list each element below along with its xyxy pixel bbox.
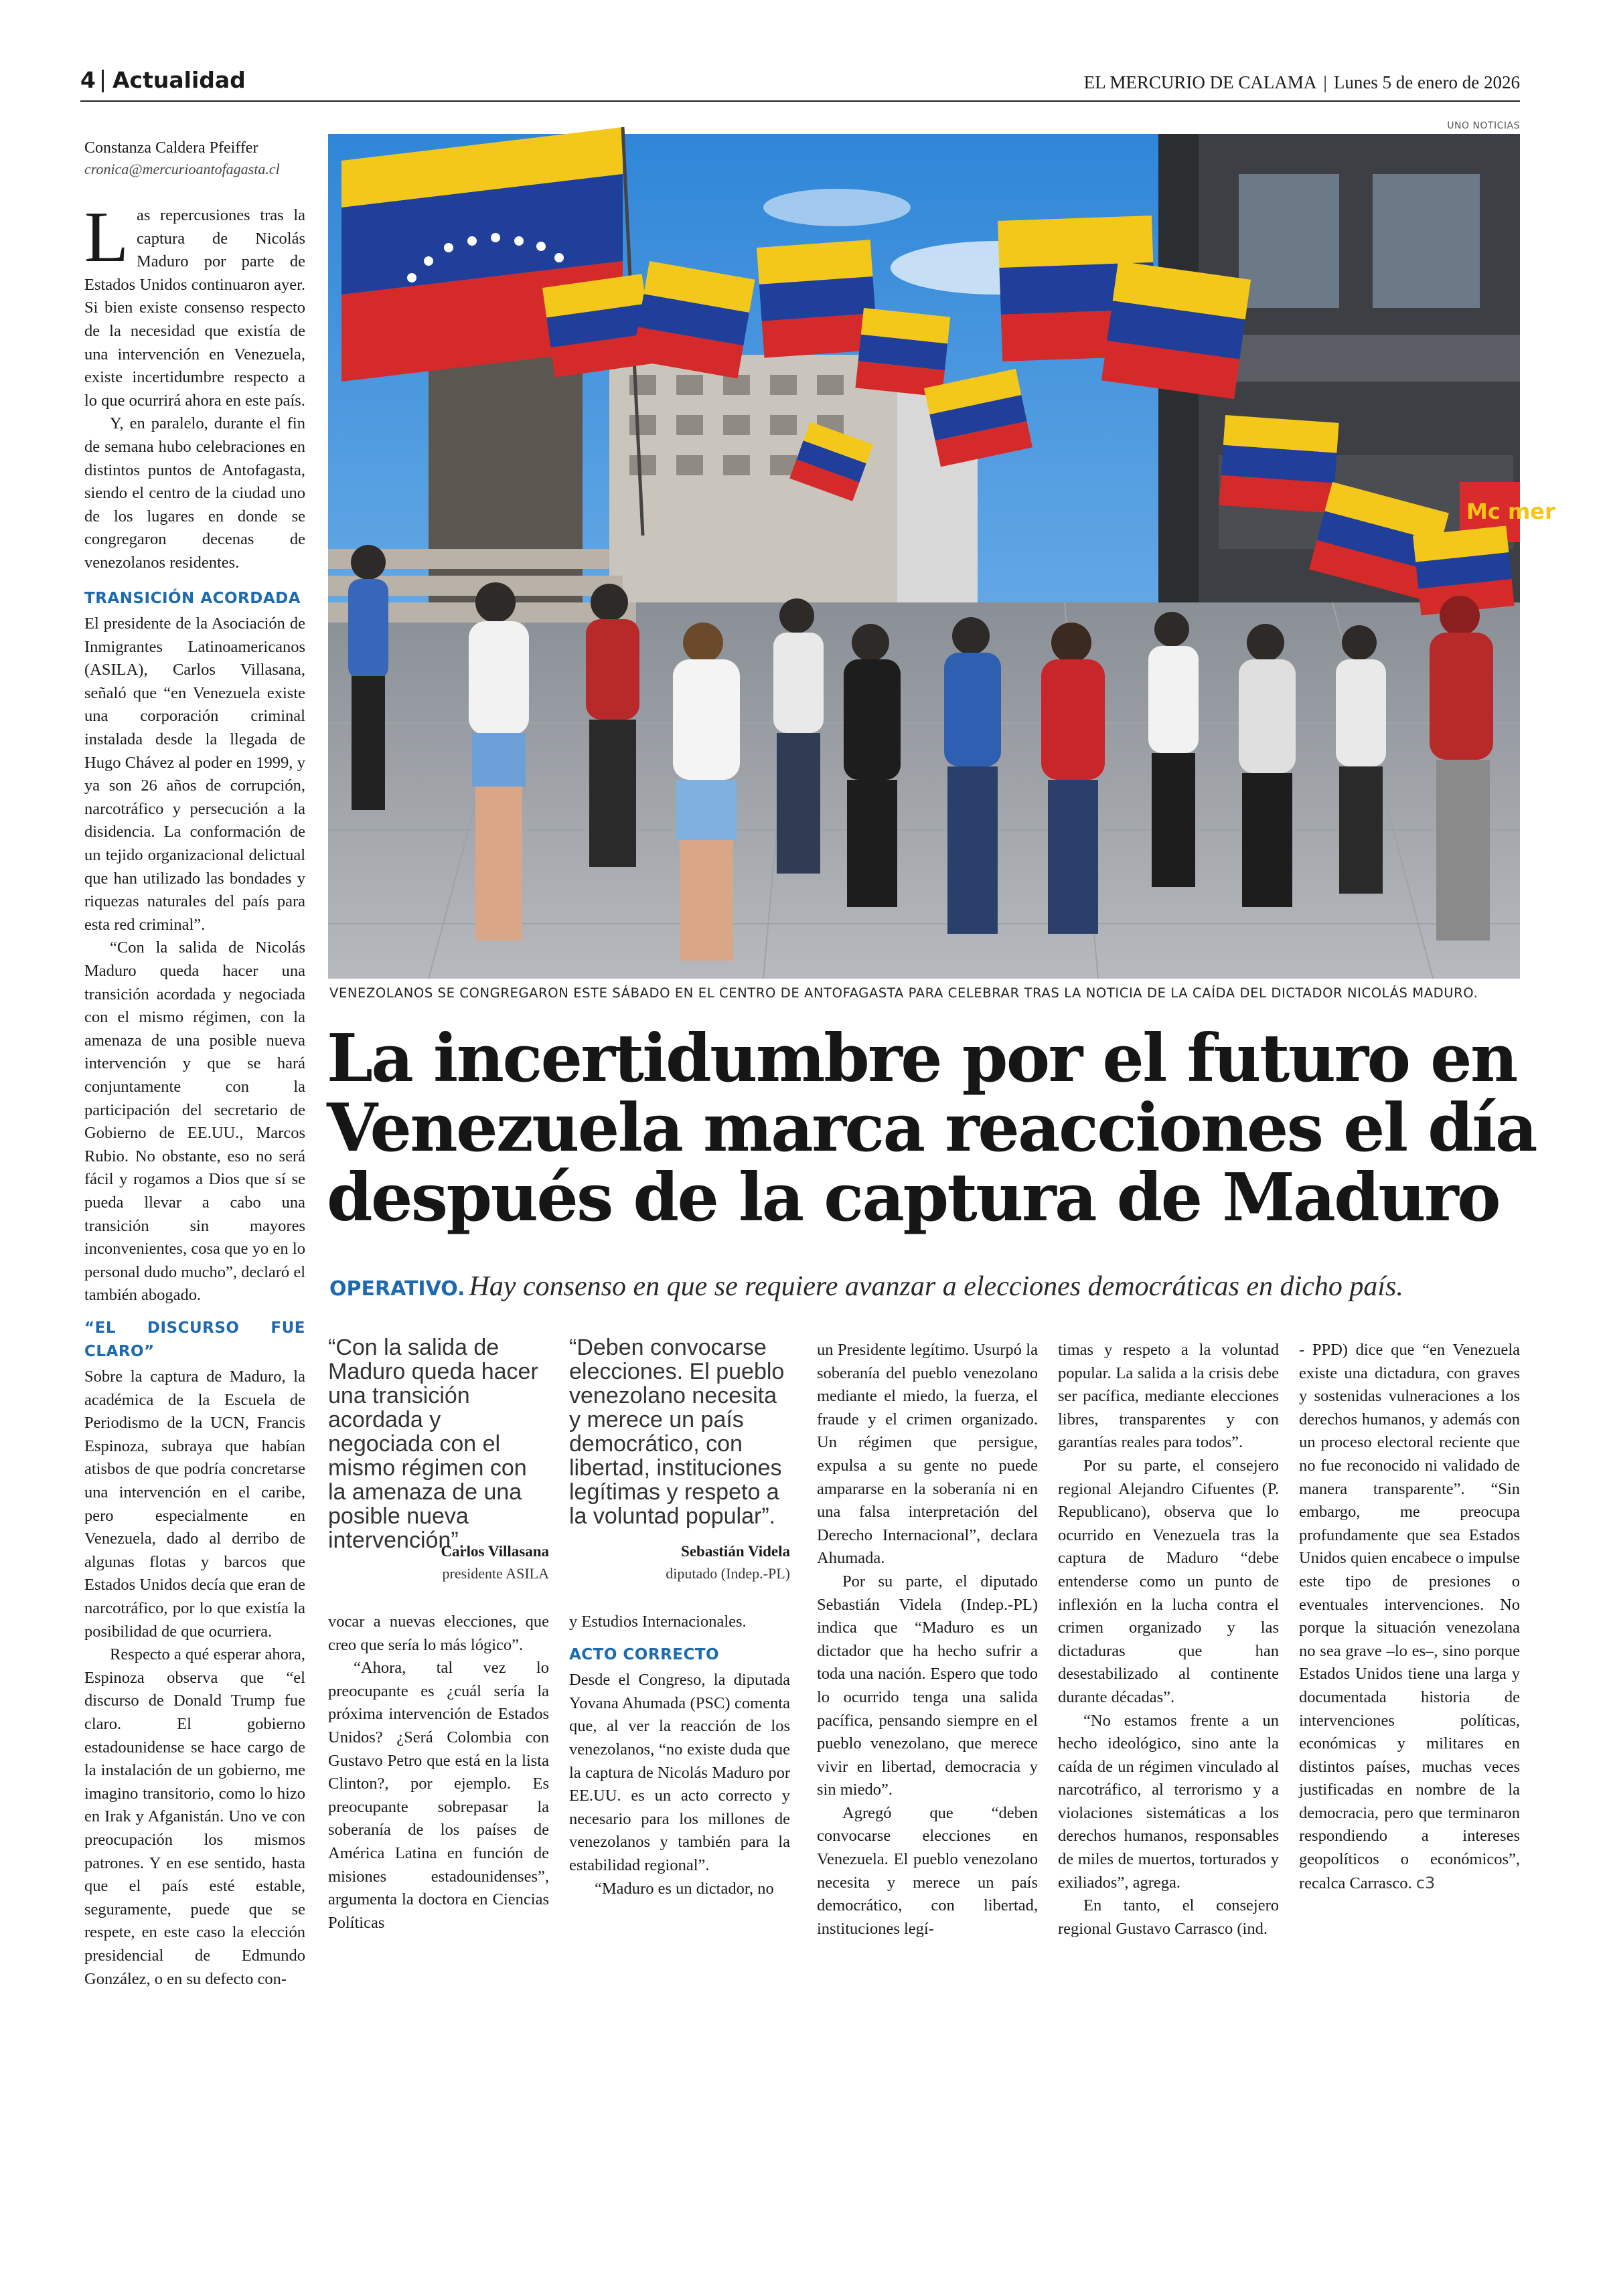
building-band (1212, 335, 1520, 382)
drop-cap: L (84, 197, 129, 277)
building-window (1239, 174, 1339, 308)
header-rule (80, 100, 1520, 102)
article-column-6 (1299, 1339, 1520, 1895)
article-paragraph: Las repercusiones tras la captura de Nicolás Maduro por parte de Estados Unidos continuaron ayer. Si bien existe consenso respecto de la necesidad que existía de una intervención en Venezuela, existe incertidumbre respecto a lo que ocurrirá ahora en este país. (84, 197, 305, 410)
pull-quote-role: presidente ASILA (442, 1565, 549, 1582)
article-paragraph: En tanto, el consejero regional Gustavo Carrasco (ind. (1058, 1896, 1279, 1938)
subheading-transicion: TRANSICIÓN ACORDADA (84, 589, 301, 607)
article-paragraph: El presidente de la Asociación de Inmigrantes Latinoamericanos (ASILA), Carlos Villasana, señaló que “en Venezuela existe una corporación criminal instalada desde la llegada de Hugo Chávez al poder en 1999, y ya son 26 años de corrupción, narcotráfico y persecución a la disidencia. La conformación de un tejido organizacional delictual que han utilizado las bondades y riquezas naturales del país para esta red criminal”. (84, 614, 305, 934)
crowd-photo-illustration (328, 134, 1555, 979)
kicker-text: Hay consenso en que se requiere avanzar a elecciones democráticas en dicho país. (469, 1271, 1403, 1302)
byline-email[interactable]: cronica@mercurioantofagasta.cl (84, 161, 280, 177)
article-paragraph: y Estudios Internacionales. (569, 1613, 747, 1631)
section-name: Actualidad (112, 67, 246, 93)
pull-quote-author: Carlos Villasana (441, 1543, 549, 1560)
headline-line: después de la captura de Maduro (327, 1159, 1500, 1236)
pull-quote-videla: “Deben convocarse elecciones. El pueblo venezolano necesita y merece un país democrático, con libertad, instituciones legítimas y respeto a la voluntad popular”. (569, 1335, 785, 1529)
article-paragraph: un Presidente legítimo. Usurpó la soberanía del pueblo venezolano mediante el miedo, la fuerza, el fraude y el crimen organizado. Un régimen que persigue, expulsa a su gente no puede ampararse en la soberanía ni en una falsa interpretación del Derecho Internacional”, declara Ahumada. (817, 1341, 1038, 1568)
article-paragraph: Por su parte, el consejero regional Alejandro Cifuentes (P. Republicano), observa que lo ocurrido en Venezuela tras la captura de Maduro “debe entenderse como un punto de inflexión en la lucha contra el crimen organizado y las dictaduras que han desestabilizado al continente durante décadas”. (1058, 1456, 1279, 1706)
subheading-acto-correcto: ACTO CORRECTO (569, 1645, 720, 1663)
article-column-4 (817, 1339, 1038, 1941)
news-photo (328, 134, 1555, 979)
headline-line: Venezuela marca reacciones el día (327, 1090, 1536, 1167)
article-paragraph: Respecto a qué esperar ahora, Espinoza observa que “el discurso de Donald Trump fue claro. El gobierno estadounidense se hace cargo de la instalación de un gobierno, me imagino transitorio, como lo hizo en Irak y Afganistán. Uno ve con preocupación los mismos patrones. Y en ese sentido, hasta que el país esté estable, seguramente, puede que se respete, en este caso la elección presidencial de Edmundo González, o en su defecto con- (84, 1645, 305, 1988)
end-mark: c3 (1415, 1873, 1436, 1892)
photo-credit: UNO NOTICIAS (1447, 120, 1520, 131)
publication-name: EL MERCURIO DE CALAMA (1083, 72, 1317, 92)
article-paragraph: timas y respeto a la voluntad popular. La salida a la crisis debe ser pacífica, mediante elecciones libres, transparentes y con garantías reales para todos”. (1058, 1341, 1279, 1452)
article-paragraph: “Maduro es un dictador, no (595, 1879, 774, 1898)
kicker-label: OPERATIVO. (329, 1277, 465, 1301)
article-paragraph: Por su parte, el diputado Sebastián Videla (Indep.-PL) indica que “Maduro es un dictador que ha hecho sufrir a toda una nación. Espero que todo lo ocurrido tenga una salida pacífica, pensando siempre en el pueblo venezolano, que merece vivir en libertad, democracia y sin miedo”. (817, 1572, 1038, 1799)
article-paragraph: vocar a nuevas elecciones, que creo que sería lo más lógico”. (328, 1613, 549, 1654)
pull-quote-role: diputado (Indep.-PL) (666, 1565, 790, 1582)
pull-quote-villasana: “Con la salida de Maduro queda hacer una transición acordada y negociada con el mismo régimen con la amenaza de una posible nueva intervención”. (328, 1335, 538, 1553)
article-paragraph: Y, en paralelo, durante el fin de semana hubo celebraciones en distintos puntos de Antofagasta, siendo el centro de la ciudad uno de los lugares en donde se congregaron decenas de venezolanos residentes. (84, 414, 305, 572)
byline-author: Constanza Caldera Pfeiffer (84, 139, 258, 157)
store-sign-text: Mc mer (1466, 499, 1555, 524)
article-paragraph: “Ahora, tal vez lo preocupante es ¿cuál sería la próxima intervención de Estados Unidos? ¿Será Colombia con Gustavo Petro que está en la lista Clinton?, por ejemplo. Es preocupante sobrepasar la soberanía de los países de América Latina en función de misiones estadounidenses”, argumenta la doctora en Ciencias Políticas (328, 1659, 549, 1932)
photo-caption: VENEZOLANOS SE CONGREGARON ESTE SÁBADO EN EL CENTRO DE ANTOFAGASTA PARA CELEBRAR TRAS LA NOTICIA DE LA CAÍDA DEL DICTADOR NICOLÁS MADURO. (329, 985, 1478, 1001)
publication-date: Lunes 5 de enero de 2026 (1333, 72, 1520, 92)
publication-info: EL MERCURIO DE CALAMA | Lunes 5 de enero de 2026 (1083, 72, 1520, 92)
article-column-1 (84, 197, 305, 1991)
article-paragraph: Sobre la captura de Maduro, la académica de la Escuela de Periodismo de la UCN, Francis Espinoza, subraya que habían atisbos de que podría concretarse una intervención en el caribe, pero especialmente en Venezuela, dado al derribo de algunas flotas y barcos que Estados Unidos decía que eran de narcotráfico, por lo que existía la posibilidad de que ocurriera. (84, 1368, 305, 1641)
article-paragraph: Desde el Congreso, la diputada Yovana Ahumada (PSC) comenta que, al ver la reacción de los venezolanos, “no existe duda que la captura de Nicolás Maduro por EE.UU. es un acto correcto y necesario para los millones de venezolanos y también para la estabilidad regional”. (569, 1671, 790, 1874)
building-window (1373, 174, 1480, 308)
headline-line: La incertidumbre por el futuro en (327, 1020, 1517, 1097)
article-paragraph: “No estamos frente a un hecho ideológico, sino ante la caída de un régimen vinculado al narcotráfico, al terrorismo y a violaciones sistemáticas a los derechos humanos, responsables de miles de muertos, torturados y exiliados”, agrega. (1058, 1711, 1279, 1892)
page-number: 4 (80, 67, 96, 93)
article-paragraph: “Con la salida de Nicolás Maduro queda hacer una transición acordada y negociada con el mismo régimen, con la amenaza de una posible nueva intervención y que se hará conjuntamente con la participación del secretario de Gobierno de EE.UU., Marcos Rubio. No obstante, eso no será fácil y rogamos a Dios que sí se pueda llevar a cabo una transición sin mayores inconvenientes, cosa que yo en lo personal dudo mucho”, declaró el también abogado. (84, 938, 305, 1305)
kicker (329, 1270, 1403, 1303)
article-column-3 (569, 1611, 790, 1900)
cloud (763, 189, 911, 226)
article-paragraph: Agregó que “deben convocarse elecciones en Venezuela. El pueblo venezolano necesita y merece un país democrático, con libertad, instituciones legí- (817, 1803, 1038, 1938)
header-divider (102, 70, 104, 92)
pull-quote-author: Sebastián Videla (681, 1543, 790, 1560)
article-column-5 (1058, 1339, 1279, 1941)
article-paragraph: - PPD) dice que “en Venezuela existe una dictadura, con graves y sostenidas vulneraciones a los derechos humanos, y además con un proceso electoral reciente que no fue reconocido ni validado de manera transparente”. “Sin embargo, me preocupa profundamente que sea Estados Unidos quien encabece o impulse este tipo de presiones o eventuales intervenciones. No porque la situación venezolana no sea grave –lo es–, sino porque Estados Unidos tiene una larga y documentada historia de intervenciones políticas, económicas y militares en distintos países, muchas veces justificadas en nombre de la democracia, pero que terminaron respondiendo a intereses geopolíticos o económicos”, recalca Carrasco. c3 (1299, 1341, 1520, 1892)
headline (327, 1020, 1536, 1236)
subheading-discurso: “EL DISCURSO FUE CLARO” (84, 1319, 305, 1360)
article-column-2 (328, 1611, 549, 1935)
